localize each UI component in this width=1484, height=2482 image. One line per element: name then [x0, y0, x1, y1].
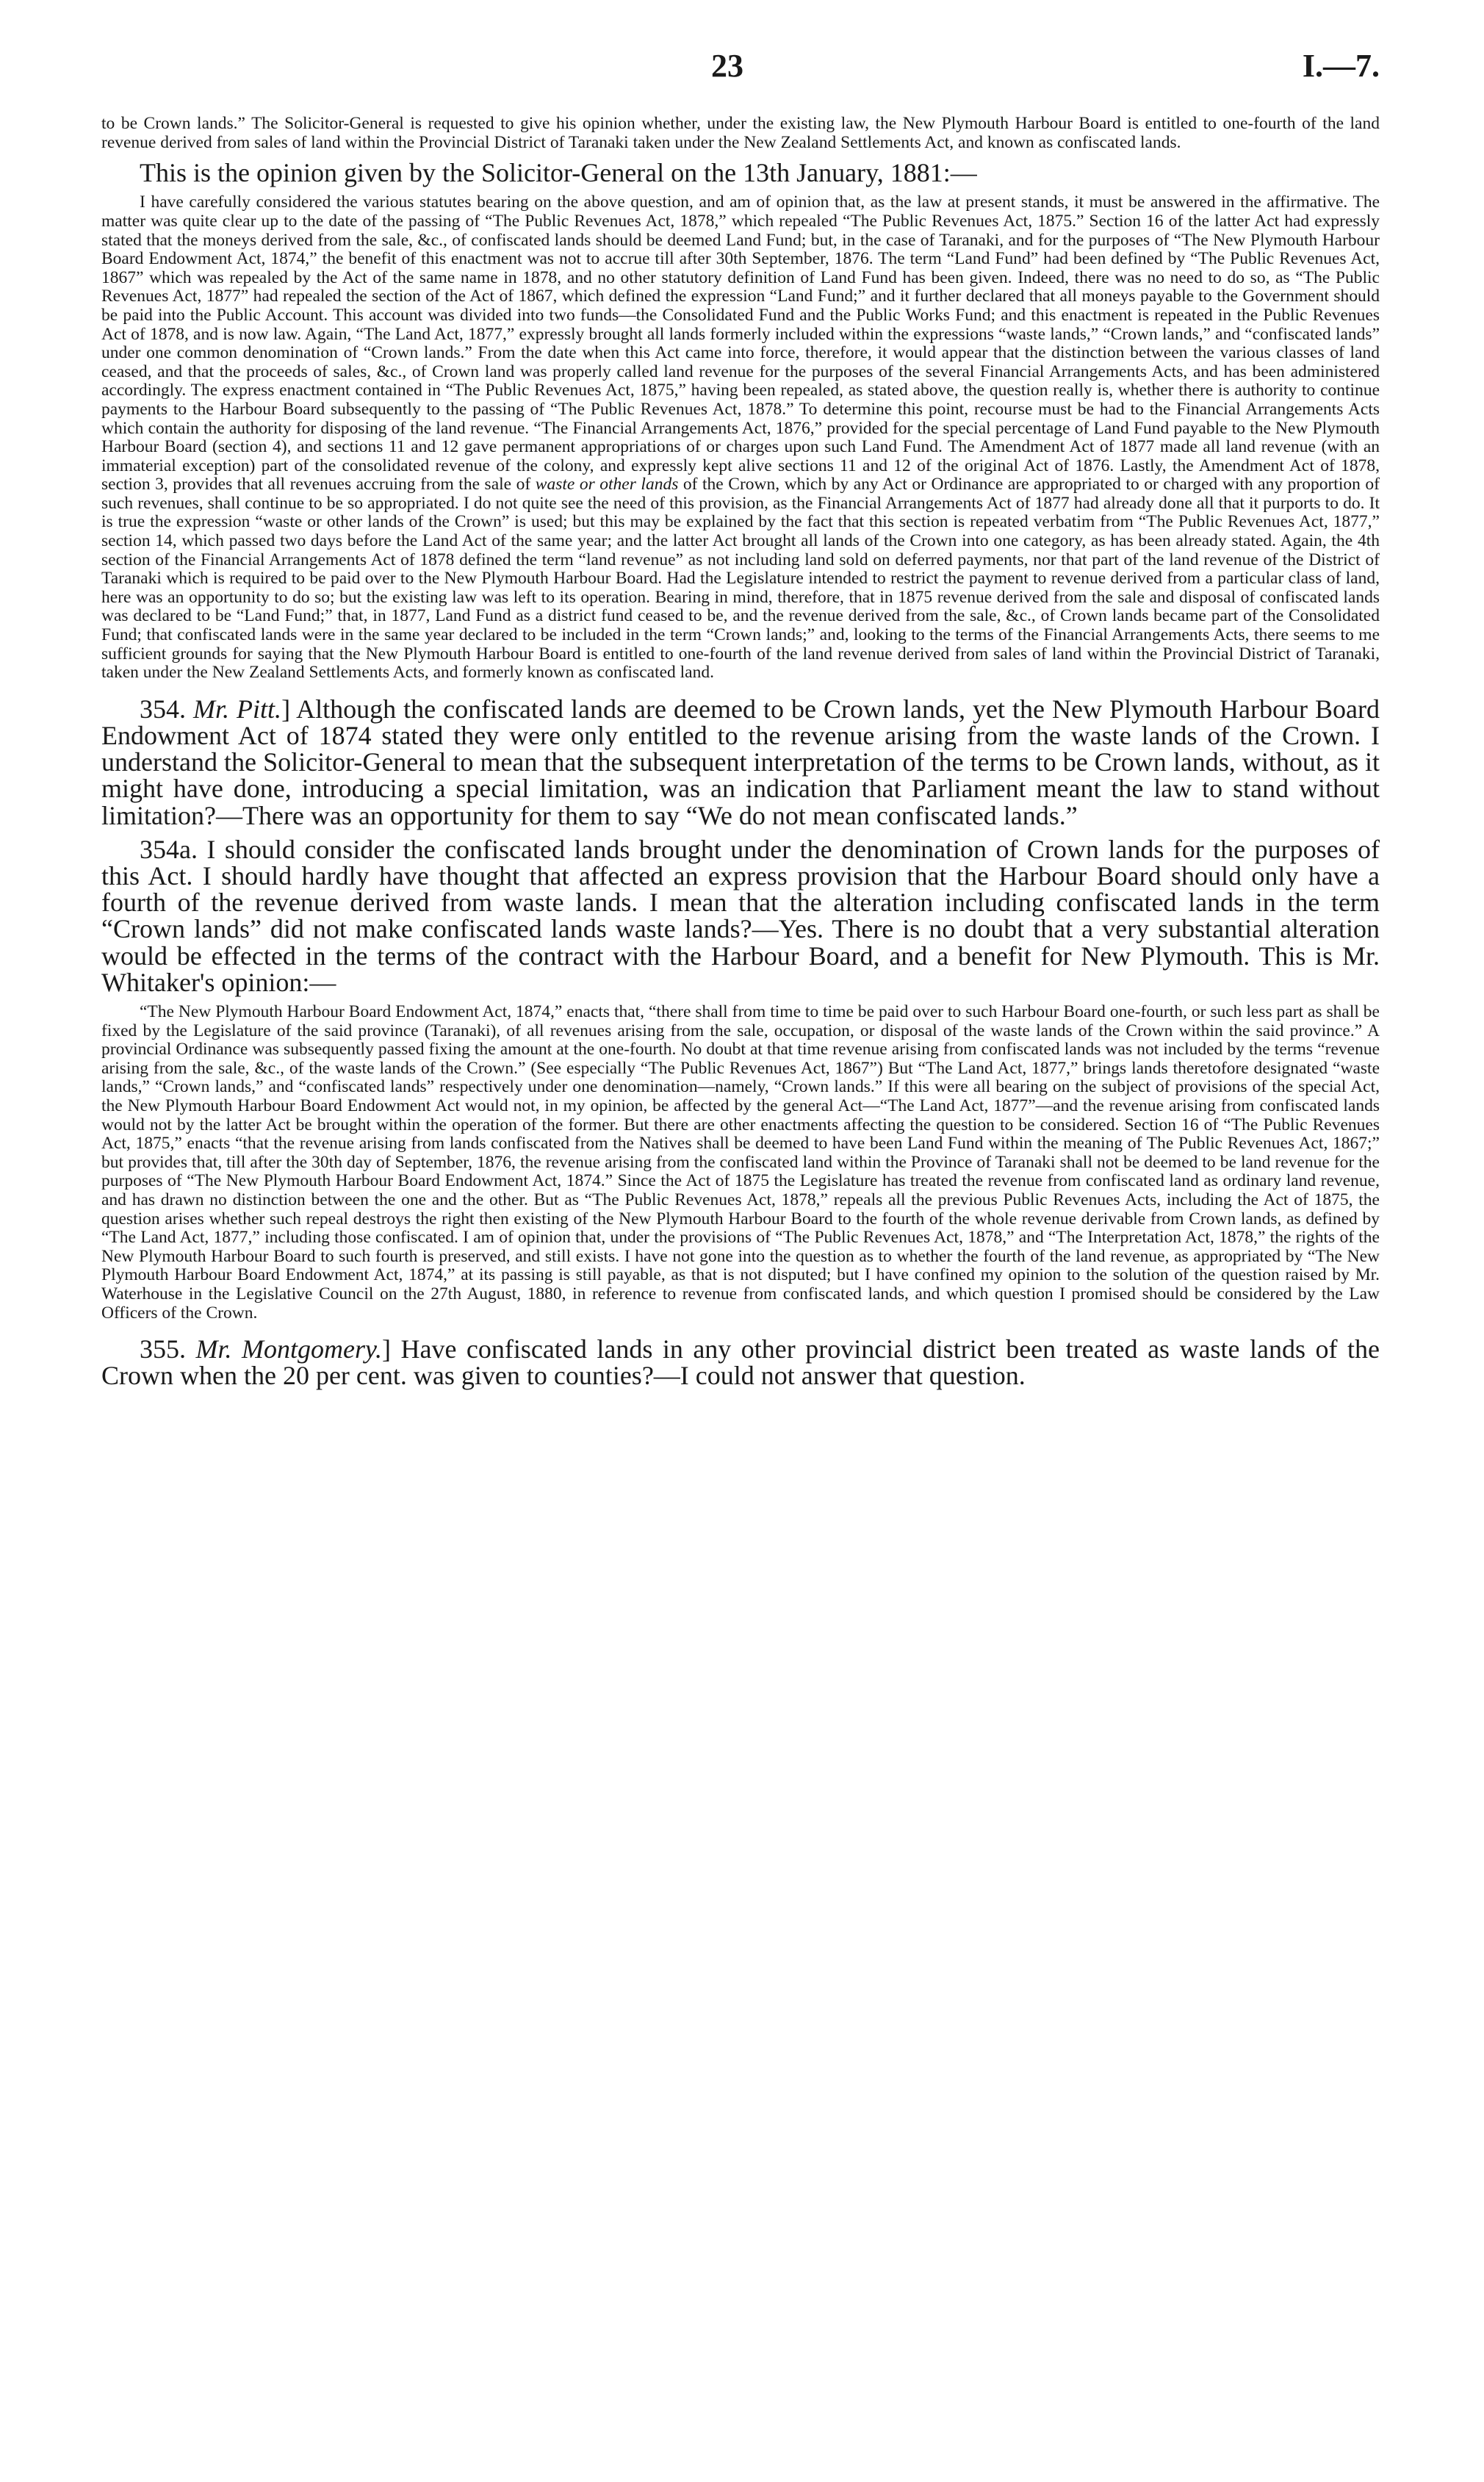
question-355 [101, 1336, 1380, 1389]
question-number: 355. [140, 1334, 186, 1364]
opinion-intro: This is the opinion given by the Solicitor-General on the 13th January, 1881:— [140, 158, 977, 188]
question-text: ] Have confiscated lands in any other provincial district been treated as waste lands of the Crown when the 20 per cent. was given to counties?—I could not answer that question. [101, 1334, 1380, 1391]
opinion-emphasis: waste or other lands [535, 475, 679, 494]
solicitor-general-opinion [101, 193, 1380, 682]
intro-paragraph: to be Crown lands.” The Solicitor-General is requested to give his opinion whether, under the existing law, the New Plymouth Harbour Board is entitled to one-fourth of the land revenue derived from sales of land within the Provincial District of Taranaki taken under the New Zealand Settlements Act, and known as confiscated lands. [101, 114, 1380, 152]
question-354a: 354a. I should consider the confiscated lands brought under the denomination of Crown lands for the purposes of this Act. I should hardly have thought that affected an express provision that the Harbour Board should only have a fourth of the revenue derived from waste lands. I mean that the alteration including confiscated lands in the term “Crown lands” did not make confiscated lands waste lands?—Yes. There is no doubt that a very substantial alteration would be effected in the terms of the contract with the Harbour Board, and a benefit for New Plymouth. This is Mr. Whitaker's opinion:— [101, 834, 1380, 997]
document-page [101, 44, 1380, 1389]
whitaker-opinion: “The New Plymouth Harbour Board Endowment Act, 1874,” enacts that, “there shall from time to time be paid over to such Harbour Board one-fourth, or such less part as shall be fixed by the Legislature of the said province (Taranaki), of all revenues arising from the sale, occupation, or disposal of the waste lands of the Crown within the said province.” A provincial Ordinance was subsequently passed fixing the amount at the one-fourth. No doubt at that time revenue arising from confiscated lands was not included by the terms “revenue arising from the sale, &c., of the waste lands of the Crown.” (See especially “The Public Revenues Act, 1867”) But “The Land Act, 1877,” brings lands theretofore designated “waste lands,” “Crown lands,” and “confiscated lands” respectively under one denomination—namely, “Crown lands.” If this were all bearing on the subject of provisions of the special Act, the New Plymouth Harbour Board Endowment Act would not, in my opinion, be affected by the general Act—“The Land Act, 1877”—and the revenue arising from confiscated lands would not by the latter Act be brought within the operation of the former. But there are other enactments affecting the question to be considered. Section 16 of “The Public Revenues Act, 1875,” enacts “that the revenue arising from lands confiscated from the Natives shall be deemed to have been Land Fund within the meaning of The Public Revenues Act, 1867;” but provides that, till after the 30th day of September, 1876, the revenue arising from the confiscated land within the Province of Taranaki shall not be deemed to be land revenue for the purposes of “The New Plymouth Harbour Board Endowment Act, 1874.” Since the Act of 1875 the Legislature has treated the revenue from confiscated land as ordinary land revenue, and has drawn no distinction between the one and the other. But as “The Public Revenues Act, 1878,” repeals all the previous Public Revenues Acts, including the Act of 1875, the question arises whether such repeal destroys the right then existing of the New Plymouth Harbour Board to the fourth of the whole revenue derivable from Crown lands, as defined by “The Land Act, 1877,” including those confiscated. I am of opinion that, under the provisions of “The Public Revenues Act, 1878,” and “The Interpretation Act, 1878,” the rights of the New Plymouth Harbour Board to such fourth is preserved, and still exists. I have not gone into the question as to whether the fourth of the land revenue, as appropriated by “The New Plymouth Harbour Board Endowment Act, 1874,” at its passing is still payable, as that is not disputed; but I have confined my opinion to the solution of the question raised by Mr. Waterhouse in the Legislative Council on the 27th August, 1880, in reference to revenue from confiscated lands, and which question I promised should be considered by the Law Officers of the Crown. [101, 1002, 1380, 1323]
page-number: 23 [711, 48, 743, 84]
document-reference: I.—7. [1302, 48, 1380, 84]
question-354 [101, 696, 1380, 829]
speaker-name: Mr. Pitt. [193, 694, 282, 724]
page-header [101, 44, 1380, 115]
question-text: ] Although the confiscated lands are deemed to be Crown lands, yet the New Plymouth Harbour Board Endowment Act of 1874 stated they were only entitled to the revenue arising from the waste lands of the Crown. I understand the Solicitor-General to mean that the subsequent interpretation of the terms to be Crown lands, without, as it might have done, introducing a special limitation, was an indication that Parliament meant the law to stand without limitation?—There was an opportunity for them to say “We do not mean confiscated lands.” [101, 694, 1380, 830]
opinion-text-part-1: I have carefully considered the various statutes bearing on the above question, and am of opinion that, as the law at present stands, it must be answered in the affirmative. The matter was quite clear up to the date of the passing of “The Public Revenues Act, 1878,” which repealed “The Public Revenues Act, 1875.” Section 16 of the latter Act had expressly stated that the moneys derived from the sale, &c., of confiscated lands should be deemed Land Fund; but, in the case of Taranaki, and for the purposes of “The New Plymouth Harbour Board Endowment Act, 1874,” the benefit of this enactment was not to accrue till after 30th September, 1876. The term “Land Fund” had been defined by “The Public Revenues Act, 1867” which was repealed by the Act of the same name in 1878, and no other statutory definition of Land Fund has been given. Indeed, there was no need to do so, as “The Public Revenues Act, 1877” had repealed the section of the Act of 1867, which defined the expression “Land Fund;” and it further declared that all moneys payable to the Government should be paid into the Public Account. This account was divided into two funds—the Consolidated Fund and the Public Works Fund; and this enactment is repeated in the Public Revenues Act of 1878, and is now law. Again, “The Land Act, 1877,” expressly brought all lands formerly included within the expressions “waste lands,” “Crown lands,” and “confiscated lands” under one common denomination of “Crown lands.” From the date when this Act came into force, therefore, it would appear that the distinction between the various classes of land ceased, and that the proceeds of sales, &c., of Crown land was properly called land revenue for the purposes of the several Financial Arrangements Acts, and has been administered accordingly. The express enactment contained in “The Public Revenues Act, 1875,” having been repealed, as stated above, the question really is, whether there is authority to continue payments to the Harbour Board subsequently to the passing of “The Public Revenues Act, 1878.” To determine this point, recourse must be had to the Financial Arrangements Acts which contain the authority for disposing of the land revenue. “The Financial Arrangements Act, 1876,” provided for the special percentage of Land Fund payable to the New Plymouth Harbour Board (section 4), and sections 11 and 12 gave permanent appropriations of or charges upon such Land Fund. The Amendment Act of 1877 made all land revenue (with an immaterial exception) part of the consolidated revenue of the colony, and expressly kept alive sections 11 and 12 of the original Act of 1876. Lastly, the Amendment Act of 1878, section 3, provides that all revenues accruing from the sale of [101, 193, 1380, 494]
question-number: 354. [140, 694, 186, 724]
opinion-text-part-2: of the Crown, which by any Act or Ordinance are appropriated to or charged with any proportion of such revenues, shall continue to be so appropriated. I do not quite see the need of this provision, as the Financial Arrangements Act of 1877 had already done all that it purports to do. It is true the expression “waste or other lands of the Crown” is used; but this may be explained by the fact that this section is repeated verbatim from “The Public Revenues Act, 1877,” section 14, which passed two days before the Land Act of the same year; and the latter Act brought all lands of the Crown into one category, as has been already stated. Again, the 4th section of the Financial Arrangements Act of 1878 defined the term “land revenue” as not including land sold on deferred payments, nor that part of the land revenue of the District of Taranaki which is required to be paid over to the New Plymouth Harbour Board. Had the Legislature intended to restrict the payment to revenue derived from a particular class of land, here was an opportunity to do so; but the existing law was left to its operation. Bearing in mind, therefore, that in 1875 revenue derived from the sale and disposal of confiscated lands was declared to be “Land Fund;” that, in 1877, Land Fund as a district fund ceased to be, and the revenue derived from the sale, &c., of Crown lands became part of the Consolidated Fund; that confiscated lands were in the same year declared to be included in the term “Crown lands;” and, looking to the terms of the Financial Arrangements Acts, there seems to me sufficient grounds for saying that the New Plymouth Harbour Board is entitled to one-fourth of the land revenue derived from sales of land within the Provincial District of Taranaki, taken under the New Zealand Settlements Acts, and formerly known as confiscated land. [101, 475, 1380, 683]
speaker-name: Mr. Montgomery. [195, 1334, 382, 1364]
